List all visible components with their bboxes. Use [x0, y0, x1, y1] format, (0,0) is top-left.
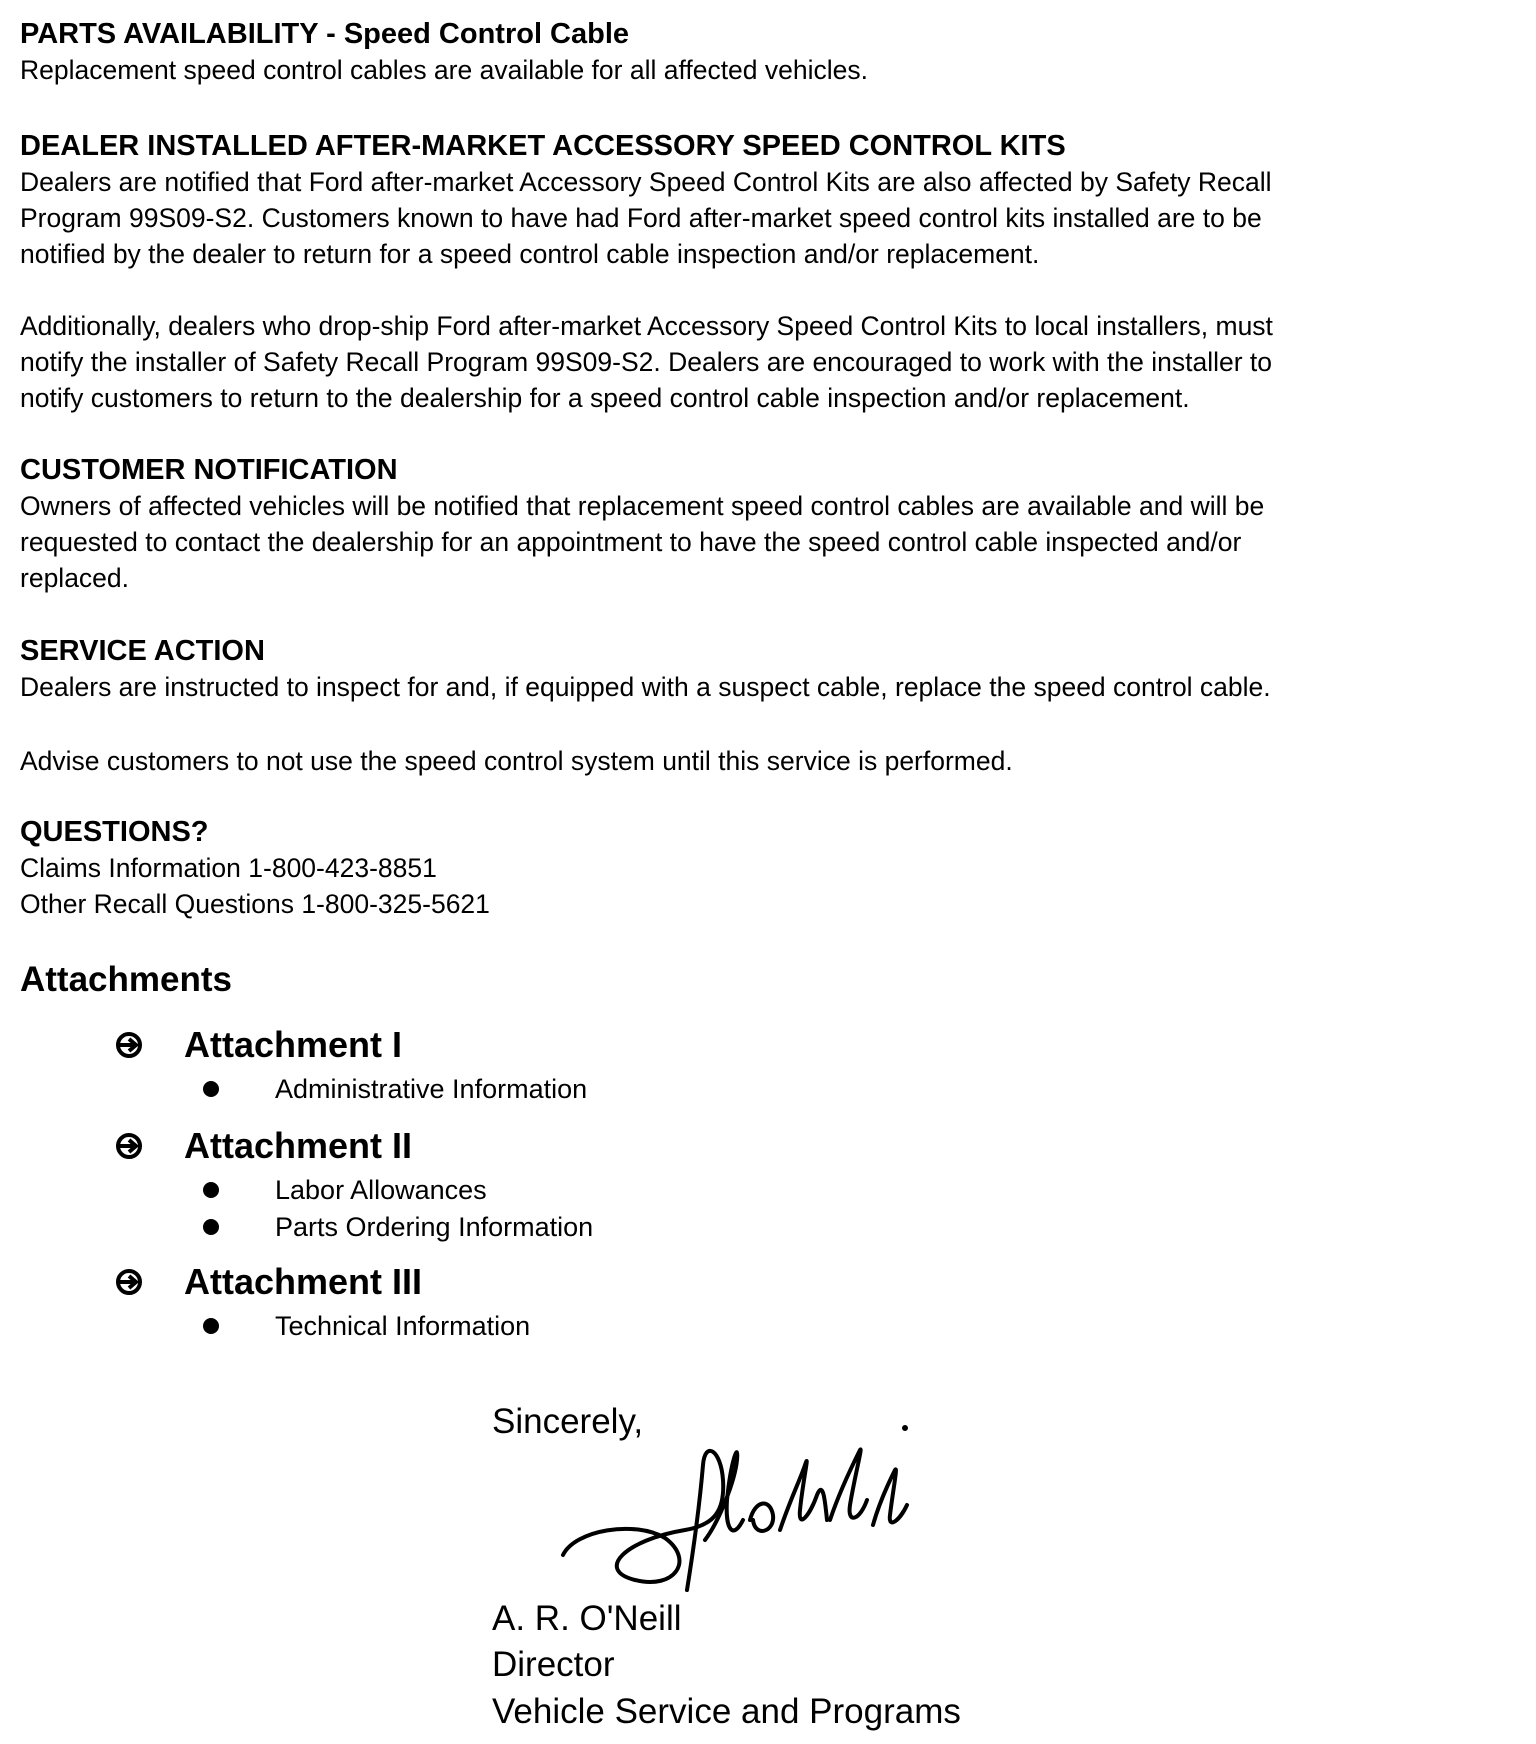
- attachment-header: [0, 1124, 1000, 1172]
- drop-ship-line: Additionally, dealers who drop-ship Ford after-market Accessory Speed Control Kits to local installers, must: [20, 311, 1273, 341]
- attachment-item: [0, 1172, 1000, 1209]
- attachment-item-label: Parts Ordering Information: [275, 1212, 594, 1242]
- dealer-kits-line: Dealers are notified that Ford after-market Accessory Speed Control Kits are also affected by Safety Recall: [20, 167, 1272, 197]
- parts-availability-heading: PARTS AVAILABILITY - Speed Control Cable: [20, 18, 630, 50]
- drop-ship-line: notify the installer of Safety Recall Program 99S09-S2. Dealers are encouraged to work with the installer to: [20, 347, 1273, 377]
- service-action-line: Dealers are instructed to inspect for and, if equipped with a suspect cable, replace the speed control cable.: [20, 672, 1271, 702]
- handwritten-signature: [555, 1420, 975, 1600]
- questions-heading: QUESTIONS?: [20, 816, 209, 848]
- attachments-title: Attachments: [20, 960, 232, 999]
- questions-section: [20, 814, 1500, 922]
- attachment-header: [0, 1023, 1000, 1071]
- attachment-label: Attachment I: [184, 1024, 403, 1065]
- other-recall-questions-line: Other Recall Questions 1-800-325-5621: [20, 889, 490, 919]
- drop-ship-paragraph: [20, 308, 1500, 416]
- dealer-kits-heading: DEALER INSTALLED AFTER-MARKET ACCESSORY SPEED CONTROL KITS: [20, 130, 1066, 162]
- attachment-group: [0, 1023, 1000, 1108]
- service-action-advice-line: Advise customers to not use the speed control system until this service is performed.: [20, 746, 1013, 776]
- attachment-item: [0, 1308, 1000, 1345]
- signer-name: A. R. O'Neill: [492, 1599, 682, 1638]
- bullet-icon: [203, 1182, 219, 1198]
- claims-information-line: Claims Information 1-800-423-8851: [20, 853, 437, 883]
- service-action-advice: [20, 743, 1500, 779]
- customer-notification-line: replaced.: [20, 563, 130, 593]
- service-action-heading: SERVICE ACTION: [20, 635, 265, 667]
- attachment-item-label: Administrative Information: [275, 1074, 588, 1104]
- bullet-icon: [203, 1318, 219, 1334]
- signer-department: Vehicle Service and Programs: [492, 1692, 961, 1731]
- attachment-label: Attachment II: [184, 1125, 413, 1166]
- customer-notification-section: [20, 452, 1500, 596]
- parts-availability-section: [20, 16, 1500, 88]
- customer-notification-line: Owners of affected vehicles will be notified that replacement speed control cables are available and will be: [20, 491, 1265, 521]
- signer-title: Director: [492, 1645, 615, 1684]
- attachment-item: [0, 1071, 1000, 1108]
- dealer-kits-line: notified by the dealer to return for a speed control cable inspection and/or replacement.: [20, 239, 1040, 269]
- service-action-section: [20, 633, 1500, 705]
- drop-ship-line: notify customers to return to the dealership for a speed control cable inspection and/or replacement.: [20, 383, 1190, 413]
- bullet-icon: [203, 1081, 219, 1097]
- right-arrow-circle-icon: [115, 1031, 143, 1059]
- right-arrow-circle-icon: [115, 1132, 143, 1160]
- customer-notification-heading: CUSTOMER NOTIFICATION: [20, 454, 398, 486]
- dealer-kits-section: [20, 128, 1500, 272]
- attachment-group: [0, 1124, 1000, 1246]
- attachment-label: Attachment III: [184, 1261, 423, 1302]
- attachment-item: [0, 1209, 1000, 1246]
- attachment-group: [0, 1260, 1000, 1345]
- bullet-icon: [203, 1219, 219, 1235]
- salutation: Sincerely,: [492, 1402, 644, 1441]
- right-arrow-circle-icon: [115, 1268, 143, 1296]
- attachment-item-label: Labor Allowances: [275, 1175, 487, 1205]
- dealer-kits-line: Program 99S09-S2. Customers known to have had Ford after-market speed control kits installed are to be: [20, 203, 1262, 233]
- attachment-item-label: Technical Information: [275, 1311, 531, 1341]
- parts-availability-text: Replacement speed control cables are available for all affected vehicles.: [20, 55, 868, 85]
- attachment-header: [0, 1260, 1000, 1308]
- customer-notification-line: requested to contact the dealership for an appointment to have the speed control cable inspected and/or: [20, 527, 1242, 557]
